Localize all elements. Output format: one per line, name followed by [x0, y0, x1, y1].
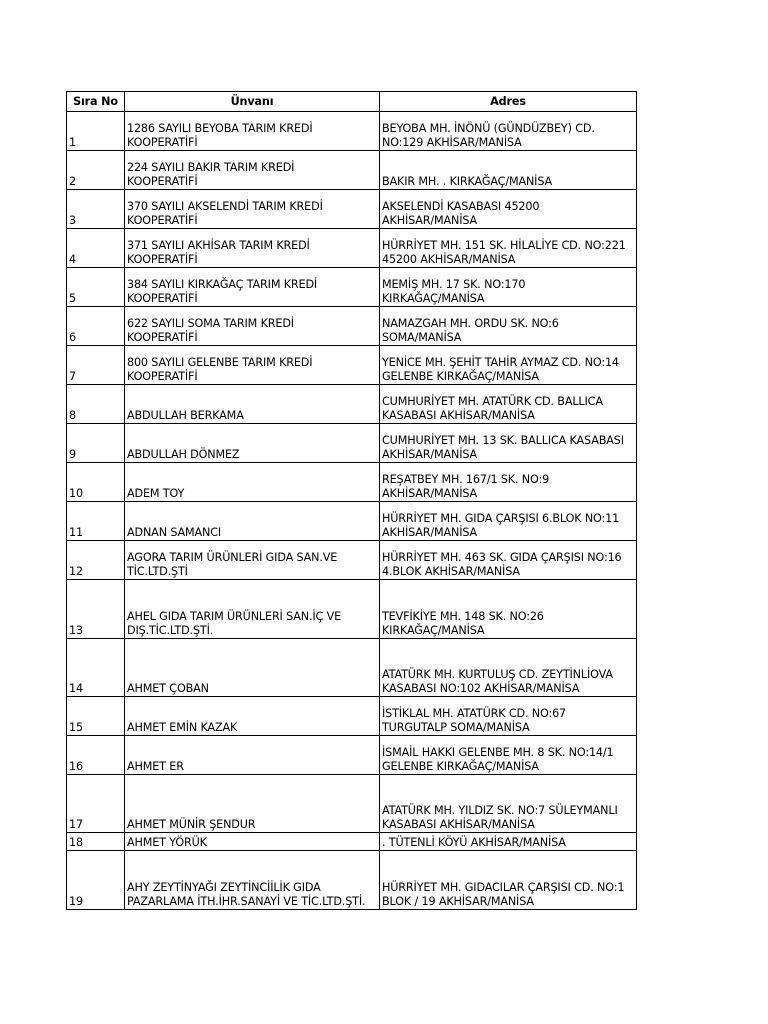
row-unvan	[125, 639, 380, 697]
row-number: 3	[67, 190, 125, 229]
adres-line: KASABASI NO:102 AKHİSAR/MANİSA	[382, 682, 580, 695]
adres-line: TURGUTALP SOMA/MANİSA	[382, 721, 530, 734]
row-unvan	[125, 775, 380, 833]
table-row	[67, 229, 637, 268]
row-number: 14	[67, 639, 125, 697]
row-unvan	[125, 502, 380, 541]
unvan-line: AGORA TARIM ÜRÜNLERİ GIDA SAN.VE	[127, 551, 338, 564]
row-adres	[380, 833, 637, 851]
row-adres	[380, 268, 637, 307]
unvan-line: AHMET MÜNİR ŞENDUR	[127, 818, 256, 831]
unvan-line: PAZARLAMA İTH.İHR.SANAYİ VE TİC.LTD.ŞTİ.	[127, 895, 366, 908]
adres-line: REŞATBEY MH. 167/1 SK. NO:9	[382, 473, 550, 486]
unvan-line: 622 SAYILI SOMA TARIM KREDİ	[127, 317, 294, 330]
table-row	[67, 190, 637, 229]
row-unvan	[125, 424, 380, 463]
unvan-line: 384 SAYILI KIRKAĞAÇ TARIM KREDİ	[127, 278, 318, 291]
row-adres	[380, 385, 637, 424]
row-number: 18	[67, 833, 125, 851]
row-number: 15	[67, 697, 125, 736]
header-adres: Adres	[380, 92, 637, 112]
adres-line: AKHİSAR/MANİSA	[382, 214, 478, 227]
adres-line: AKHİSAR/MANİSA	[382, 526, 478, 539]
adres-line: KASABASI AKHİSAR/MANİSA	[382, 818, 535, 831]
table-row	[67, 346, 637, 385]
table-row	[67, 424, 637, 463]
row-unvan	[125, 580, 380, 639]
row-number: 10	[67, 463, 125, 502]
unvan-line: TİC.LTD.ŞTİ	[127, 565, 188, 578]
unvan-line: KOOPERATİFİ	[127, 214, 198, 227]
table-row	[67, 697, 637, 736]
adres-line: CUMHURİYET MH. 13 SK. BALLICA KASABASI	[382, 434, 624, 447]
adres-line: BAKIR MH. . KIRKAĞAÇ/MANİSA	[382, 175, 552, 188]
unvan-line: KOOPERATİFİ	[127, 253, 198, 266]
adres-line: YENİCE MH. ŞEHİT TAHİR AYMAZ CD. NO:14	[382, 356, 619, 369]
table-row	[67, 307, 637, 346]
row-unvan	[125, 385, 380, 424]
unvan-line: 371 SAYILI AKHİSAR TARIM KREDİ	[127, 239, 310, 252]
table-row	[67, 502, 637, 541]
row-adres	[380, 639, 637, 697]
row-unvan	[125, 346, 380, 385]
unvan-line: AHEL GIDA TARIM ÜRÜNLERİ SAN.İÇ VE	[127, 610, 342, 623]
adres-line: ATATÜRK MH. KURTULUŞ CD. ZEYTİNLİOVA	[382, 668, 613, 681]
unvan-line: 800 SAYILI GELENBE TARIM KREDİ	[127, 356, 313, 369]
unvan-line: KOOPERATİFİ	[127, 175, 198, 188]
row-adres	[380, 736, 637, 775]
unvan-line: AHMET YÖRÜK	[127, 836, 207, 849]
table-row	[67, 580, 637, 639]
row-adres	[380, 229, 637, 268]
unvan-line: DIŞ.TİC.LTD.ŞTİ.	[127, 624, 214, 637]
unvan-line: 1286 SAYILI BEYOBA TARIM KREDİ	[127, 122, 313, 135]
unvan-line: ADEM TOY	[127, 487, 185, 500]
row-adres	[380, 112, 637, 151]
adres-line: BEYOBA MH. İNÖNÜ (GÜNDÜZBEY) CD.	[382, 122, 595, 135]
row-number: 7	[67, 346, 125, 385]
adres-line: GELENBE KIRKAĞAÇ/MANİSA	[382, 760, 539, 773]
row-number: 19	[67, 851, 125, 910]
table-row	[67, 833, 637, 851]
adres-line: NAMAZGAH MH. ORDU SK. NO:6	[382, 317, 559, 330]
row-adres	[380, 580, 637, 639]
table-row	[67, 112, 637, 151]
adres-line: İSMAİL HAKKI GELENBE MH. 8 SK. NO:14/1	[382, 746, 614, 759]
table-row	[67, 851, 637, 910]
adres-line: SOMA/MANİSA	[382, 331, 462, 344]
unvan-line: 370 SAYILI AKSELENDİ TARIM KREDİ	[127, 200, 323, 213]
unvan-line: 224 SAYILI BAKIR TARIM KREDİ	[127, 161, 295, 174]
unvan-line: AHMET ÇOBAN	[127, 682, 209, 695]
table-row	[67, 385, 637, 424]
row-unvan	[125, 833, 380, 851]
adres-line: AKHİSAR/MANİSA	[382, 448, 478, 461]
adres-line: AKSELENDİ KASABASI 45200	[382, 200, 540, 213]
row-number: 12	[67, 541, 125, 580]
unvan-line: KOOPERATİFİ	[127, 292, 198, 305]
header-row	[67, 92, 637, 112]
row-unvan	[125, 541, 380, 580]
unvan-line: KOOPERATİFİ	[127, 370, 198, 383]
adres-line: KIRKAĞAÇ/MANİSA	[382, 624, 485, 637]
row-unvan	[125, 190, 380, 229]
adres-line: BLOK / 19 AKHİSAR/MANİSA	[382, 895, 534, 908]
row-number: 4	[67, 229, 125, 268]
adres-line: AKHİSAR/MANİSA	[382, 487, 478, 500]
row-unvan	[125, 736, 380, 775]
table-row	[67, 151, 637, 190]
adres-line: HÜRRİYET MH. GIDA ÇARŞISI 6.BLOK NO:11	[382, 512, 620, 525]
company-address-table	[66, 91, 637, 910]
row-number: 1	[67, 112, 125, 151]
table-row	[67, 775, 637, 833]
row-number: 13	[67, 580, 125, 639]
adres-line: KASABASI AKHİSAR/MANİSA	[382, 409, 535, 422]
table-row	[67, 736, 637, 775]
row-unvan	[125, 851, 380, 910]
row-number: 11	[67, 502, 125, 541]
row-unvan	[125, 268, 380, 307]
adres-line: CUMHURİYET MH. ATATÜRK CD. BALLICA	[382, 395, 603, 408]
row-number: 9	[67, 424, 125, 463]
row-number: 5	[67, 268, 125, 307]
row-adres	[380, 346, 637, 385]
unvan-line: ABDULLAH BERKAMA	[127, 409, 244, 422]
row-unvan	[125, 697, 380, 736]
row-adres	[380, 463, 637, 502]
unvan-line: AHMET EMİN KAZAK	[127, 721, 238, 734]
adres-line: ATATÜRK MH. YILDIZ SK. NO:7 SÜLEYMANLI	[382, 804, 618, 817]
row-adres	[380, 775, 637, 833]
header-sira-no: Sıra No	[67, 92, 125, 112]
unvan-line: KOOPERATİFİ	[127, 331, 198, 344]
row-adres	[380, 151, 637, 190]
row-number: 17	[67, 775, 125, 833]
row-adres	[380, 697, 637, 736]
adres-line: TEVFİKİYE MH. 148 SK. NO:26	[382, 610, 544, 623]
adres-line: 45200 AKHİSAR/MANİSA	[382, 253, 516, 266]
row-number: 16	[67, 736, 125, 775]
row-adres	[380, 502, 637, 541]
row-number: 6	[67, 307, 125, 346]
row-adres	[380, 424, 637, 463]
adres-line: KIRKAĞAÇ/MANİSA	[382, 292, 485, 305]
header-unvani: Ünvanı	[125, 92, 380, 112]
table-row	[67, 639, 637, 697]
unvan-line: ADNAN SAMANCI	[127, 526, 222, 539]
adres-line: HÜRRİYET MH. 151 SK. HİLALİYE CD. NO:221	[382, 239, 626, 252]
row-unvan	[125, 307, 380, 346]
adres-line: GELENBE KIRKAĞAÇ/MANİSA	[382, 370, 539, 383]
row-adres	[380, 851, 637, 910]
row-unvan	[125, 112, 380, 151]
adres-line: HÜRRİYET MH. 463 SK. GIDA ÇARŞISI NO:16	[382, 551, 622, 564]
adres-line: NO:129 AKHİSAR/MANİSA	[382, 136, 522, 149]
row-unvan	[125, 463, 380, 502]
unvan-line: AHY ZEYTİNYAĞI ZEYTİNCİİLİK GIDA	[127, 881, 321, 894]
table-row	[67, 463, 637, 502]
row-adres	[380, 190, 637, 229]
row-unvan	[125, 229, 380, 268]
adres-line: . TÜTENLİ KÖYÜ AKHİSAR/MANİSA	[382, 836, 566, 849]
table-row	[67, 541, 637, 580]
row-adres	[380, 541, 637, 580]
unvan-line: KOOPERATİFİ	[127, 136, 198, 149]
row-number: 2	[67, 151, 125, 190]
adres-line: 4.BLOK AKHİSAR/MANİSA	[382, 565, 520, 578]
adres-line: MEMİŞ MH. 17 SK. NO:170	[382, 278, 526, 291]
adres-line: HÜRRİYET MH. GIDACILAR ÇARŞISI CD. NO:1	[382, 881, 625, 894]
table-body	[67, 112, 637, 910]
row-number: 8	[67, 385, 125, 424]
row-unvan	[125, 151, 380, 190]
unvan-line: AHMET ER	[127, 760, 184, 773]
row-adres	[380, 307, 637, 346]
unvan-line: ABDULLAH DÖNMEZ	[127, 448, 240, 461]
table-row	[67, 268, 637, 307]
adres-line: İSTİKLAL MH. ATATÜRK CD. NO:67	[382, 707, 567, 720]
